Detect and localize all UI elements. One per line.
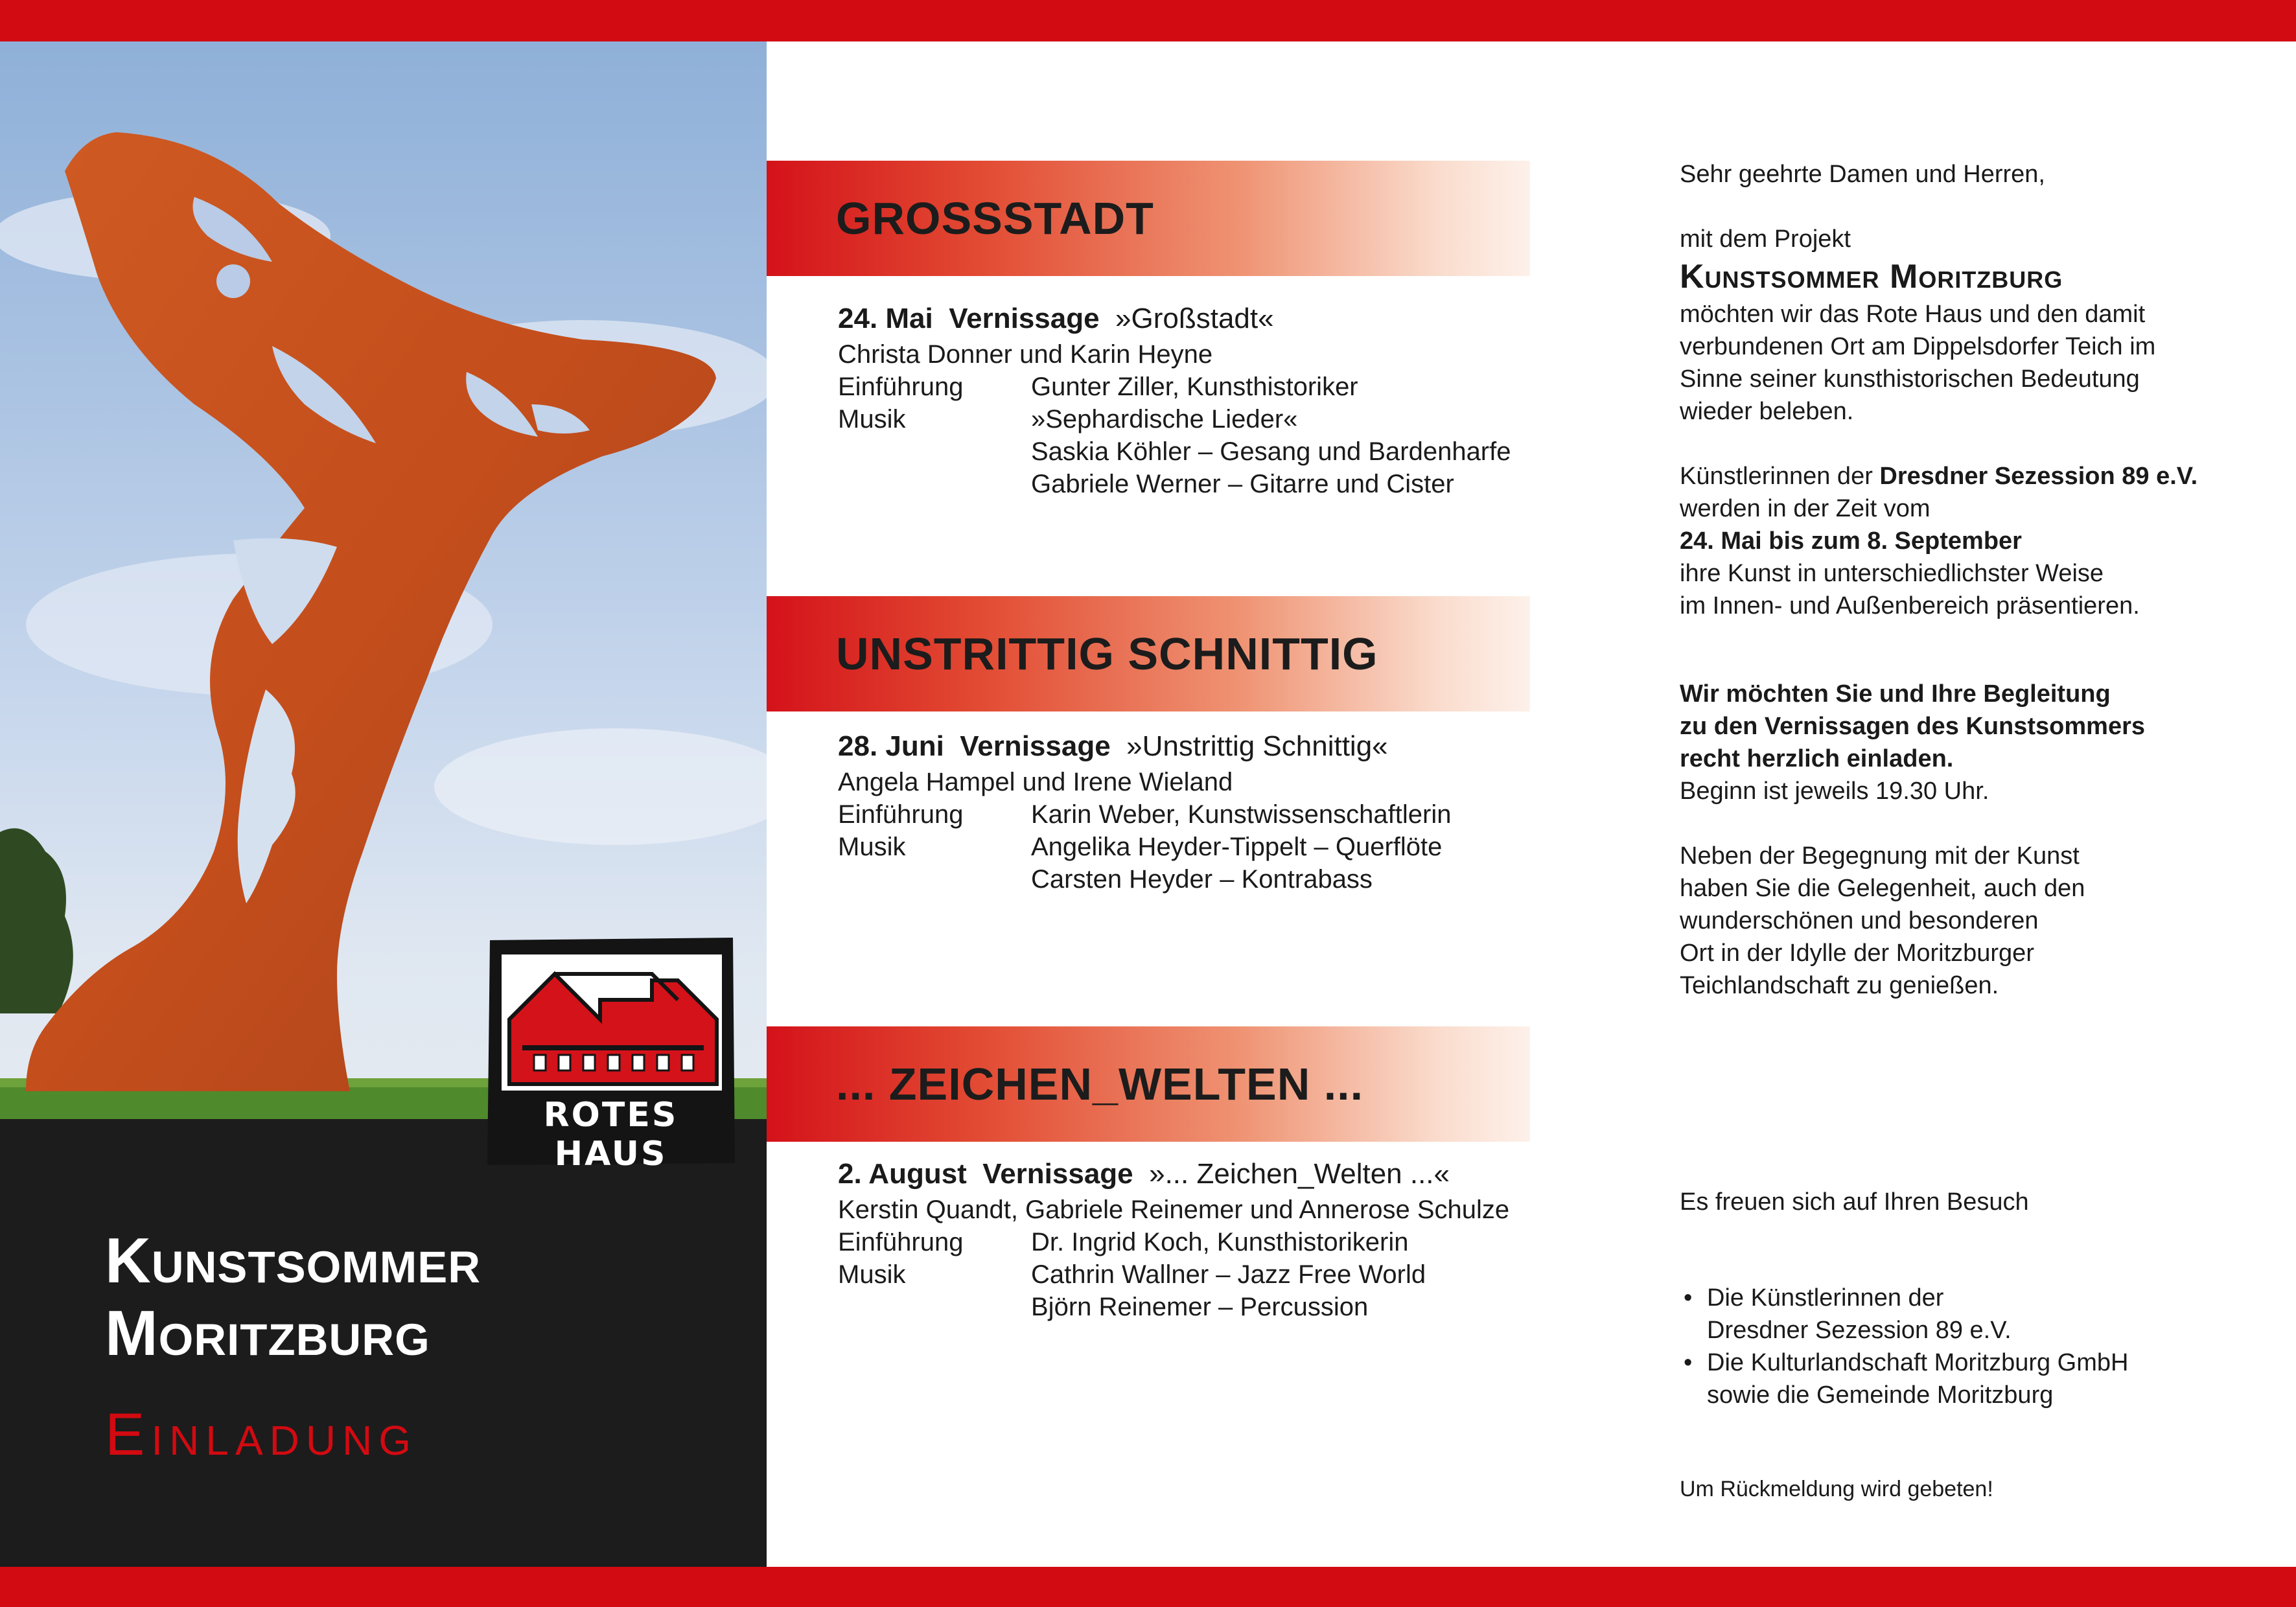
top-red-stripe	[0, 0, 2296, 41]
music-label: Musik	[838, 1260, 906, 1289]
event-artists: Christa Donner und Karin Heyne	[838, 340, 1213, 369]
signer-line: Dresdner Sezession 89 e.V.	[1707, 1317, 2012, 1344]
invite-text: recht herzlich einladen.	[1680, 745, 1954, 772]
event-vernissage: Vernissage	[949, 303, 1100, 334]
event-details	[838, 1156, 1525, 1323]
music-label: Musik	[838, 405, 906, 434]
signer-line: sowie die Gemeinde Moritzburg	[1707, 1382, 2054, 1409]
event-vernissage: Vernissage	[982, 1158, 1133, 1190]
intro-label: Einführung	[838, 1228, 964, 1256]
event-vernissage: Vernissage	[960, 730, 1111, 762]
cover-invitation: Einladung	[105, 1402, 418, 1468]
event-artists: Angela Hampel und Irene Wieland	[838, 768, 1233, 796]
letter-line: Teichlandschaft zu genießen.	[1680, 972, 1999, 999]
letter-line: im Innen- und Außenbereich präsentieren.	[1680, 592, 2140, 619]
letter-line: werden in der Zeit vom	[1680, 495, 1931, 522]
list-item	[1684, 1347, 2128, 1411]
letter-line: wunderschönen und besonderen	[1680, 907, 2039, 934]
invitation-letter	[1680, 158, 2250, 1002]
org-name: Dresdner Sezession 89 e.V.	[1879, 463, 2198, 490]
list-item	[1684, 1282, 2128, 1347]
cover-title-line2: Moritzburg	[105, 1297, 430, 1369]
music-line: Cathrin Wallner – Jazz Free World	[1031, 1260, 1426, 1289]
event-date: 28. Juni	[838, 730, 944, 762]
event-details	[838, 301, 1525, 500]
event-band-title: UNSTRITTIG SCHNITTIG	[836, 629, 1378, 679]
logo-label: ROTES HAUS	[543, 1096, 678, 1173]
event-title: »Unstrittig Schnittig«	[1126, 730, 1388, 762]
music-line: Gabriele Werner – Gitarre und Cister	[1031, 470, 1454, 498]
salutation: Sehr geehrte Damen und Herren,	[1680, 161, 2045, 188]
letter-line	[1680, 710, 2250, 743]
music-label: Musik	[838, 833, 906, 861]
letter-line: möchten wir das Rote Haus und den damit	[1680, 301, 2146, 328]
invite-text: zu den Vernissagen des Kunstsommers	[1680, 713, 2146, 740]
event-band-title: ... ZEICHEN_WELTEN ...	[836, 1059, 1364, 1109]
music-line: Carsten Heyder – Kontrabass	[1031, 865, 1373, 894]
letter-line: Beginn ist jeweils 19.30 Uhr.	[1680, 778, 1989, 805]
letter-line	[1680, 460, 2250, 492]
bottom-red-stripe	[0, 1567, 2296, 1607]
letter-line: Neben der Begegnung mit der Kunst	[1680, 842, 2080, 870]
closing-line: Es freuen sich auf Ihren Besuch	[1680, 1188, 2029, 1216]
event-date: 24. Mai	[838, 303, 933, 334]
letter-line	[1680, 743, 2250, 775]
project-intro: mit dem Projekt	[1680, 225, 1851, 253]
letter-line: Ort in der Idylle der Moritzburger	[1680, 940, 2034, 967]
letter-text: Künstlerinnen der	[1680, 463, 1880, 490]
letter-line: Sinne seiner kunsthistorischen Bedeutung	[1680, 365, 2140, 393]
signer-line: Die Kulturlandschaft Moritzburg GmbH	[1707, 1349, 2129, 1376]
music-line: Björn Reinemer – Percussion	[1031, 1293, 1369, 1321]
rotes-haus-logo	[483, 935, 738, 1173]
bullet-icon: •	[1684, 1349, 1693, 1376]
event-band-zeichen-welten	[767, 1026, 1530, 1142]
project-title: Kunstsommer Moritzburg	[1680, 258, 2063, 295]
event-band-unstrittig-schnittig	[767, 596, 1530, 711]
intro-label: Einführung	[838, 373, 964, 401]
bullet-icon: •	[1684, 1284, 1693, 1312]
event-date: 2. August	[838, 1158, 967, 1190]
cover-title-line1: Kunstsommer	[105, 1225, 481, 1296]
invite-text: Wir möchten Sie und Ihre Begleitung	[1680, 680, 2111, 708]
letter-line: wieder beleben.	[1680, 398, 1854, 425]
letter-line: haben Sie die Gelegenheit, auch den	[1680, 875, 2085, 902]
event-title: »... Zeichen_Welten ...«	[1149, 1158, 1450, 1190]
signers-list	[1684, 1282, 2128, 1411]
music-line: Angelika Heyder-Tippelt – Querflöte	[1031, 833, 1443, 861]
letter-line: verbundenen Ort am Dippelsdorfer Teich im	[1680, 333, 2156, 360]
music-line: Saskia Köhler – Gesang und Bardenharfe	[1031, 437, 1511, 466]
letter-line	[1680, 525, 2250, 557]
date-range: 24. Mai bis zum 8. September	[1680, 527, 2022, 555]
letter-line: ihre Kunst in unterschiedlichster Weise	[1680, 560, 2104, 587]
letter-line	[1680, 678, 2250, 710]
event-artists: Kerstin Quandt, Gabriele Reinemer und Annerose Schulze	[838, 1196, 1510, 1224]
reply-note: Um Rückmeldung wird gebeten!	[1680, 1477, 1993, 1501]
signer-line: Die Künstlerinnen der	[1707, 1284, 1944, 1312]
intro-label: Einführung	[838, 800, 964, 829]
intro-value: Dr. Ingrid Koch, Kunsthistorikerin	[1031, 1228, 1409, 1256]
event-band-title: GROSSSTADT	[836, 193, 1154, 244]
music-line: »Sephardische Lieder«	[1031, 405, 1298, 434]
event-details	[838, 728, 1525, 896]
intro-value: Gunter Ziller, Kunsthistoriker	[1031, 373, 1358, 401]
event-title: »Großstadt«	[1115, 303, 1274, 334]
intro-value: Karin Weber, Kunstwissenschaftlerin	[1031, 800, 1452, 829]
event-band-grossstadt	[767, 161, 1530, 276]
